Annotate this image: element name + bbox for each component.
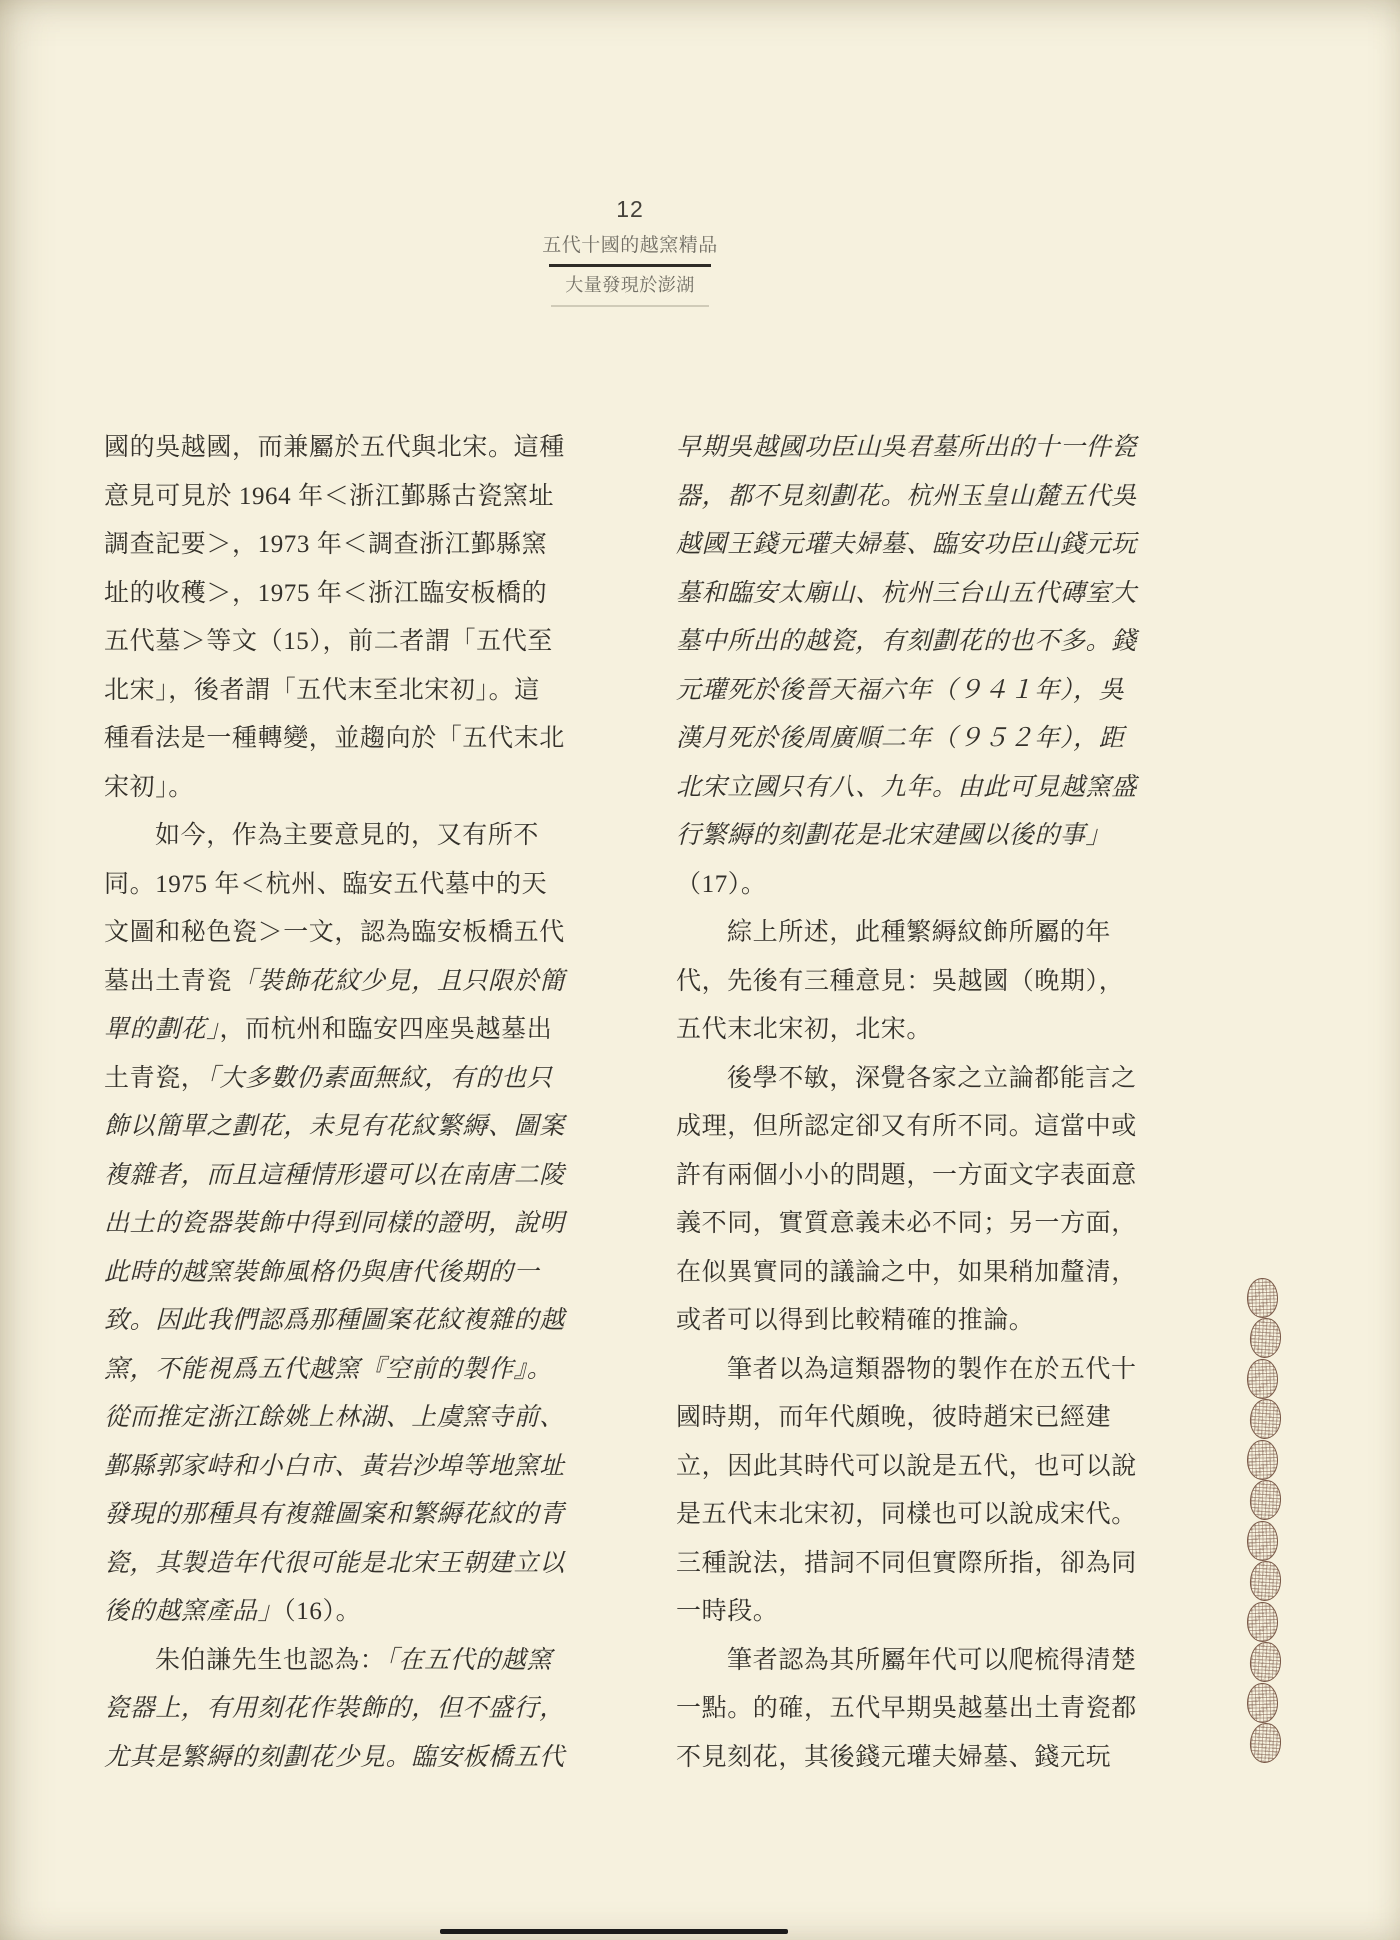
body-text: 國時期，而年代頗晚，彼時趙宋已經建 [676,1404,1112,1431]
seal-stamp [1246,1682,1278,1723]
quoted-kai-text: 墓和臨安太廟山、杭州三台山五代磚室大 [676,579,1137,607]
text-line [104,1055,596,1104]
body-text: ，而杭州和臨安四座吳越墓出 [219,1016,553,1043]
text-line [676,1103,1168,1152]
quoted-kai-text: 窯，不能視爲五代越窯『空前的製作』。 [104,1355,553,1383]
quoted-kai-text: 北宋立國只有八、九年。由此可見越窯盛 [676,773,1137,801]
text-line [104,861,596,910]
body-text: 綜上所述，此種繁縟紋飾所屬的年 [727,919,1112,946]
text-line [104,1491,596,1540]
body-text: 五代末北宋初，北宋。 [676,1016,933,1043]
text-line [104,1103,596,1152]
body-text: 意見可見於 1964 年＜浙江鄞縣古瓷窯址 [104,482,555,510]
text-line [676,1540,1168,1589]
text-line [104,1734,596,1783]
quoted-kai-text: 早期吳越國功臣山吳君墓所出的十一件瓷 [676,434,1137,461]
body-text: 土青瓷， [104,1064,207,1092]
text-line [104,1006,596,1055]
seal-stamp [1248,1722,1281,1764]
text-line [104,424,596,473]
body-text: 墓出土青瓷 [104,967,233,995]
text-line [676,715,1168,764]
text-line [104,764,596,813]
quoted-kai-text: 墓中所出的越瓷，有刻劃花的也不多。錢 [676,628,1137,655]
seal-stamp [1248,1560,1281,1602]
quoted-kai-text: 單的劃花」 [104,1016,220,1043]
text-line [104,909,596,958]
header-title: 五代十國的越窯精品 [542,235,718,256]
quoted-kai-text: 後的越窯產品」 [104,1598,284,1625]
quoted-kai-text: 瓷，其製造年代很可能是北宋王朝建立以 [104,1549,565,1577]
body-text: 義不同，實質意義未必不同；另一方面， [676,1210,1137,1237]
text-line [676,1297,1168,1346]
page-number: 12 [616,196,644,222]
body-text: 宋初」。 [104,773,194,801]
text-line [104,1685,596,1734]
body-text: 成理，但所認定卻又有所不同。這當中或 [676,1113,1137,1140]
body-text: 址的收穫＞，1975 年＜浙江臨安板橋的 [104,579,548,607]
body-text: 許有兩個小小的問題，一方面文字表面意 [676,1161,1137,1189]
seal-stamp [1246,1277,1278,1318]
seal-stamp [1248,1641,1281,1683]
text-column-left [104,424,596,1782]
body-text: 筆者以為這類器物的製作在於五代十 [727,1355,1137,1383]
body-text: 文圖和秘色瓷＞一文，認為臨安板橋五代 [104,919,565,946]
text-line [104,1637,596,1686]
body-text: 在似異實同的議論之中，如果稍加釐清， [676,1258,1137,1286]
text-line [676,1394,1168,1443]
quoted-kai-text: 元瓘死於後晉天福六年（９４１年），吳 [676,676,1125,704]
seal-stamp [1246,1520,1278,1561]
seal-stamp-strip [1245,1277,1281,1763]
text-line [676,1152,1168,1201]
text-line [676,909,1168,958]
seal-stamp [1246,1601,1278,1642]
seal-stamp [1248,1398,1281,1440]
body-text: 立，因此其時代可以說是五代，也可以說 [676,1452,1137,1480]
seal-stamp [1248,1317,1281,1359]
text-line [104,1152,596,1201]
text-column-right [676,424,1168,1782]
text-line [104,667,596,716]
quoted-kai-text: 出土的瓷器裝飾中得到同樣的證明，說明 [104,1210,565,1237]
quoted-kai-text: 瓷器上，有用刻花作裝飾的，但不盛行， [104,1695,565,1722]
body-text: 調查記要＞，1973 年＜調查浙江鄞縣窯 [104,531,548,558]
text-line [676,764,1168,813]
body-text: 朱伯謙先生也認為： [155,1646,386,1674]
quoted-kai-text: 漢月死於後周廣順二年（９５２年），距 [676,725,1125,752]
text-line [104,1346,596,1395]
text-line [676,521,1168,570]
text-line [676,861,1168,910]
text-line [104,473,596,522]
text-line [104,1443,596,1492]
body-text: 一點。的確，五代早期吳越墓出土青瓷都 [676,1695,1137,1722]
text-line [104,521,596,570]
text-line [676,1200,1168,1249]
body-text: 是五代末北宋初，同樣也可以說成宋代。 [676,1501,1137,1528]
running-header [467,233,793,307]
body-text: 後學不敏，深覺各家之立論都能言之 [727,1064,1137,1092]
quoted-kai-text: 複雜者，而且這種情形還可以在南唐二陵 [104,1161,565,1189]
scan-artifact-line [440,1929,788,1934]
text-line [676,1443,1168,1492]
text-line [676,1685,1168,1734]
quoted-kai-text: 行繁縟的刻劃花是北宋建國以後的事」 [676,822,1112,849]
text-line [104,1588,596,1637]
body-text: 三種說法，措詞不同但實際所指，卻為同 [676,1549,1137,1577]
text-line [676,1588,1168,1637]
text-line [676,424,1168,473]
quoted-kai-text: 致。因此我們認爲那種圖案花紋複雜的越 [104,1307,565,1334]
text-line [676,1734,1168,1783]
body-text: 代，先後有三種意見：吳越國（晚期）， [676,967,1125,995]
quoted-kai-text: 發現的那種具有複雜圖案和繁縟花紋的青 [104,1501,565,1528]
text-line [676,473,1168,522]
text-line [676,570,1168,619]
text-line [104,715,596,764]
quoted-kai-text: 從而推定浙江餘姚上林湖、上虞窯寺前、 [104,1404,565,1431]
text-line [676,1006,1168,1055]
body-text: 五代墓＞等文（15），前二者謂「五代至 [104,628,553,655]
text-line [676,618,1168,667]
body-text: 種看法是一種轉變，並趨向於「五代末北 [104,725,565,752]
text-line [104,1200,596,1249]
text-line [676,1491,1168,1540]
header-subtitle: 大量發現於澎湖 [565,275,695,295]
quoted-kai-text: 鄞縣郭家峙和小白市、黃岩沙埠等地窯址 [104,1452,565,1480]
quoted-kai-text: 「大多數仍素面無紋，有的也只 [206,1064,553,1092]
quoted-kai-text: 越國王錢元瓘夫婦墓、臨安功臣山錢元玩 [676,531,1137,558]
text-line [676,958,1168,1007]
seal-stamp [1246,1358,1278,1399]
quoted-kai-text: 「裝飾花紋少見，且只限於簡 [232,967,565,995]
text-line [676,1637,1168,1686]
body-text: 筆者認為其所屬年代可以爬梳得清楚 [727,1646,1137,1674]
body-text: （16）。 [283,1598,362,1625]
quoted-kai-text: 此時的越窯裝飾風格仍與唐代後期的一 [104,1258,540,1286]
body-text: 如今，作為主要意見的，又有所不 [155,822,540,849]
quoted-kai-text: 「在五代的越窯 [385,1646,553,1674]
header-rule [549,264,711,267]
body-text: 不見刻花，其後錢元瓘夫婦墓、錢元玩 [676,1743,1112,1771]
text-line [104,1249,596,1298]
text-line [104,812,596,861]
quoted-kai-text: 飾以簡單之劃花，未見有花紋繁縟、圖案 [104,1113,565,1140]
body-text: 一時段。 [676,1598,779,1625]
quoted-kai-text: 器，都不見刻劃花。杭州玉皇山麓五代吳 [676,482,1137,510]
body-text: （17）。 [676,870,767,898]
body-text: 或者可以得到比較精確的推論。 [676,1307,1035,1334]
body-text: 北宋」，後者謂「五代末至北宋初」。這 [104,676,540,704]
text-line [104,570,596,619]
body-text: 國的吳越國，而兼屬於五代與北宋。這種 [104,434,565,461]
text-line [676,1055,1168,1104]
text-line [676,1249,1168,1298]
text-line [104,1297,596,1346]
text-line [104,958,596,1007]
text-line [676,1346,1168,1395]
seal-stamp [1248,1479,1281,1521]
text-line [104,1540,596,1589]
text-line [104,618,596,667]
text-line [676,812,1168,861]
seal-stamp [1246,1439,1278,1480]
text-line [676,667,1168,716]
quoted-kai-text: 尤其是繁縟的刻劃花少見。臨安板橋五代 [104,1743,565,1771]
header-subrule [551,305,709,307]
text-line [104,1394,596,1443]
body-text: 同。1975 年＜杭州、臨安五代墓中的天 [104,870,548,898]
